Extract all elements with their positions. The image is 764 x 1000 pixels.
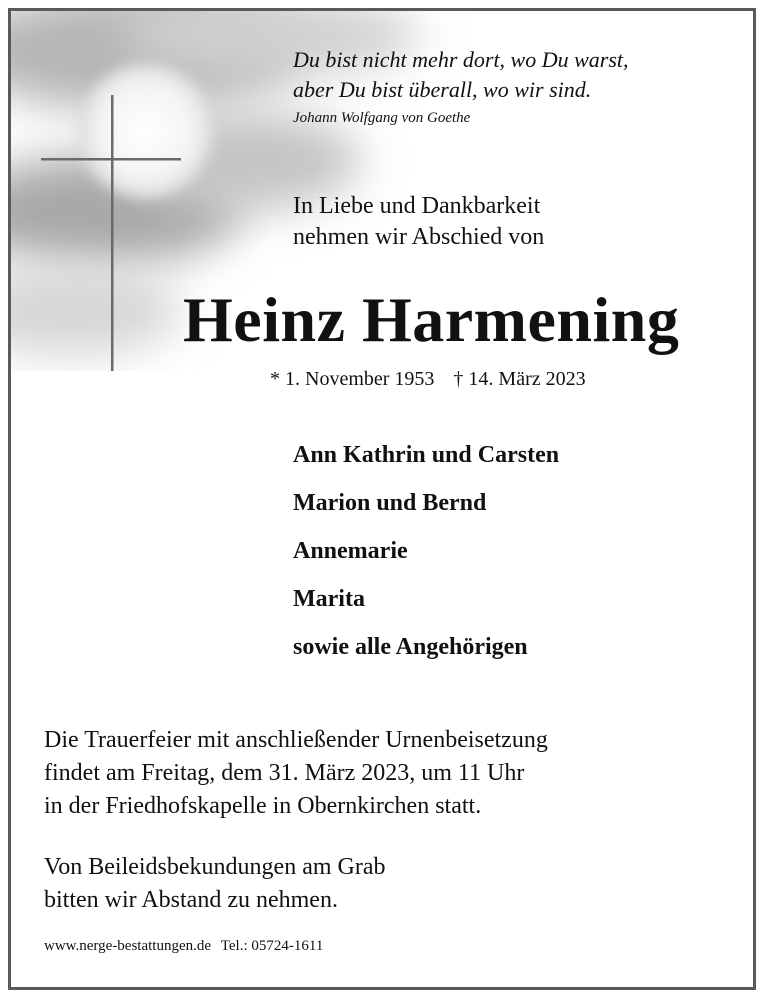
obituary-notice <box>8 8 756 990</box>
quote-author: Johann Wolfgang von Goethe <box>293 110 471 126</box>
mourner-entry: Ann Kathrin und Carsten <box>293 442 560 468</box>
funeral-home-footer <box>44 938 323 955</box>
mourners-list <box>293 437 559 677</box>
quote-line: Du bist nicht mehr dort, wo Du warst, <box>293 47 629 72</box>
intro-line: nehmen wir Abschied von <box>293 224 545 250</box>
death-date: † 14. März 2023 <box>453 368 586 390</box>
quote <box>293 45 629 105</box>
intro-text <box>293 191 544 253</box>
service-line: Die Trauerfeier mit anschließender Urnenbeisetzung <box>44 727 548 753</box>
service-line: findet am Freitag, dem 31. März 2023, um 11 Uhr <box>44 760 525 786</box>
funeral-home-phone: Tel.: 05724-1611 <box>220 938 324 954</box>
condolence-line: bitten wir Abstand zu nehmen. <box>44 887 338 913</box>
deceased-name: Heinz Harmening <box>183 284 680 355</box>
condolence-note <box>44 851 386 917</box>
mourner-entry: Annemarie <box>293 538 408 564</box>
condolence-line: Von Beileidsbekundungen am Grab <box>44 854 386 880</box>
funeral-service-info <box>44 724 548 823</box>
intro-line: In Liebe und Dankbarkeit <box>293 193 541 219</box>
mourner-entry: Marion und Bernd <box>293 490 487 516</box>
life-dates <box>270 368 586 391</box>
mourner-entry: Marita <box>293 586 365 612</box>
birth-date: * 1. November 1953 <box>270 368 435 390</box>
funeral-home-website: www.nerge-bestattungen.de <box>44 938 212 954</box>
service-line: in der Friedhofskapelle in Obernkirchen statt. <box>44 793 482 819</box>
moon <box>78 63 214 199</box>
mourner-entry: sowie alle Angehörigen <box>293 634 528 660</box>
quote-line: aber Du bist überall, wo wir sind. <box>293 77 592 102</box>
